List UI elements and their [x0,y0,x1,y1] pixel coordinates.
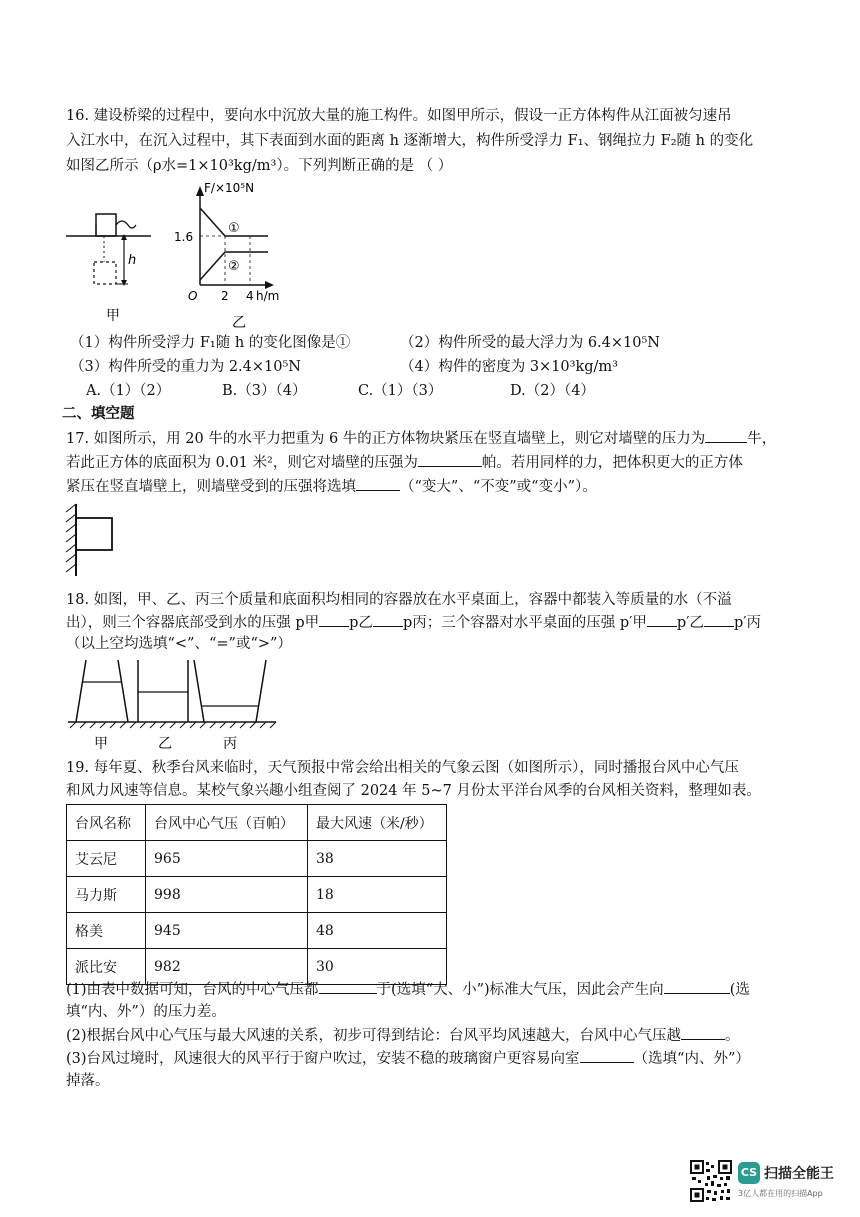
q18-blank-3[interactable] [647,612,677,627]
table-row [67,841,447,877]
q19-sub1-line1: (1)由表中数据可知，台风的中心气压都 于(选填“大、小”)标准大气压，因此会产生向 (选 [66,979,750,1000]
q17-blank-3[interactable] [356,476,400,491]
q16-line1: 16. 建设桥梁的过程中，要向水中沉放大量的施工构件。如图甲所示，假设一正方体构件从江面被匀速吊 [66,108,732,124]
table-row [67,913,447,949]
table-header-row [67,805,447,841]
graph-y-tick: 1.6 [174,230,194,244]
q17-blank-1[interactable] [705,428,747,443]
block-at-surface [96,214,116,236]
container-jia [76,660,128,722]
table-header-cell: 台风中心气压（百帕） [146,805,308,841]
graph-x-tick-2: 2 [221,289,229,303]
q17-blank-2[interactable] [418,452,482,467]
brand-badge: CS [738,1162,760,1184]
q17-line3: 紧压在竖直墙壁上，则墙壁受到的压强将选填 （“变大”、“不变”或“变小”）。 [66,476,597,497]
brand-tagline: 3亿人都在用的扫描App [738,1189,823,1198]
q18-blank-2[interactable] [373,612,403,627]
scanner-watermark [690,1158,840,1204]
typhoon-table [66,804,447,985]
table-cell: 945 [146,913,308,949]
q17-line2: 若此正方体的底面积为 0.01 米²，则它对墙壁的压强为 帕。若用同样的力，把体积更大的正方体 [66,452,743,473]
q17-line1: 17. 如图所示，用 20 牛的水平力把重为 6 牛的正方体物块紧压在竖直墙壁上，则它对墙壁的压力为 牛， [66,428,776,449]
q16-opt1: （1）构件所受浮力 F₁随 h 的变化图像是① [70,335,351,351]
table-header-cell: 最大风速（米/秒） [308,805,447,841]
q19-line1: 19. 每年夏、秋季台风来临时，天气预报中常会给出相关的气象云图（如图所示），同时播报台风中心气压 [66,760,739,776]
table-cell: 马力斯 [67,877,146,913]
q19-blank-3[interactable] [681,1025,725,1040]
table-cell: 派比安 [67,949,146,985]
curve-1-label: ① [228,221,240,236]
table-cell: 格美 [67,913,146,949]
q19-blank-1[interactable] [319,979,377,994]
table-cell: 965 [146,841,308,877]
table-cell: 18 [308,877,447,913]
q18-figure [66,656,286,754]
q19-sub3-line2: 掉落。 [66,1073,110,1089]
crane-hook [116,221,136,228]
qr-code-icon [690,1160,732,1202]
h-label: h [128,253,137,268]
q16-choice-d: D.（2）（4） [510,383,595,399]
brand-name: 扫描全能王 [764,1166,834,1182]
graph-origin: O [188,289,198,303]
q18-line1: 18. 如图，甲、乙、丙三个质量和底面积均相同的容器放在水平桌面上，容器中都装入等质量的水（不溢 [66,592,732,608]
q16-choice-c: C.（1）（3） [358,383,443,399]
graph-x-label: h/m [256,289,280,303]
q18-line3: （以上空均选填“<”、“=”或“>”） [66,636,292,652]
table-cell: 艾云尼 [67,841,146,877]
q16-line2: 入江水中，在沉入过程中，其下表面到水面的距离 h 逐渐增大，构件所受浮力 F₁、钢绳拉力 F₂随 h 的变化 [66,133,754,149]
q19-blank-4[interactable] [580,1048,634,1063]
container-label-jia: 甲 [94,736,108,752]
table-header-cell: 台风名称 [67,805,146,841]
q16-opt2: （2）构件所受的最大浮力为 6.4×10⁵N [400,335,660,351]
graph-y-label: F/×10⁵N [204,181,255,195]
block-submerged-dashed [94,262,116,284]
table-row [67,877,447,913]
q16-choice-b: B.（3）（4） [222,383,307,399]
container-label-bing: 丙 [223,736,237,752]
table-cell: 982 [146,949,308,985]
q16-line3: 如图乙所示（ρ水=1×10³kg/m³）。下列判断正确的是 （ ） [66,158,453,174]
table-cell: 30 [308,949,447,985]
q19-line2: 和风力风速等信息。某校气象兴趣小组查阅了 2024 年 5~7 月份太平洋台风季的台风相关资料，整理如表。 [66,783,761,799]
cube-block [76,518,112,550]
q19-sub1-line2: 填“内、外”）的压力差。 [66,1004,226,1020]
q18-blank-4[interactable] [704,612,734,627]
q16-figure-jia [66,200,176,325]
q16-opt4: （4）构件的密度为 3×10³kg/m³ [400,359,618,375]
q19-sub3-line1: (3)台风过境时，风速很大的风平行于窗户吹过，安装不稳的玻璃窗户更容易向室 （选填“内、外”） [66,1048,750,1069]
graph-x-tick-4: 4 [246,289,254,303]
container-bing [194,660,266,722]
table-cell: 38 [308,841,447,877]
q17-figure [62,500,122,580]
curve-2-label: ② [228,259,240,274]
container-yi [138,660,188,722]
q18-line2: 出），则三个容器底部受到水的压强 p甲 p乙 p丙；三个容器对水平桌面的压强 p′甲 p′乙 p′丙 [66,612,761,633]
table-cell: 998 [146,877,308,913]
q16-opt3: （3）构件所受的重力为 2.4×10⁵N [70,359,301,375]
q16-graph-yi [170,180,310,330]
q19-blank-2[interactable] [664,979,730,994]
q18-blank-1[interactable] [319,612,349,627]
table-cell: 48 [308,913,447,949]
fig-jia-label: 甲 [106,308,120,324]
container-label-yi: 乙 [158,736,172,752]
section-title: 二、填空题 [62,406,135,422]
q16-choice-a: A.（1）（2） [86,383,171,399]
fig-yi-label: 乙 [232,315,246,330]
q19-sub2: (2)根据台风中心气压与最大风速的关系，初步可得到结论：台风平均风速越大，台风中心气压越 。 [66,1025,740,1046]
